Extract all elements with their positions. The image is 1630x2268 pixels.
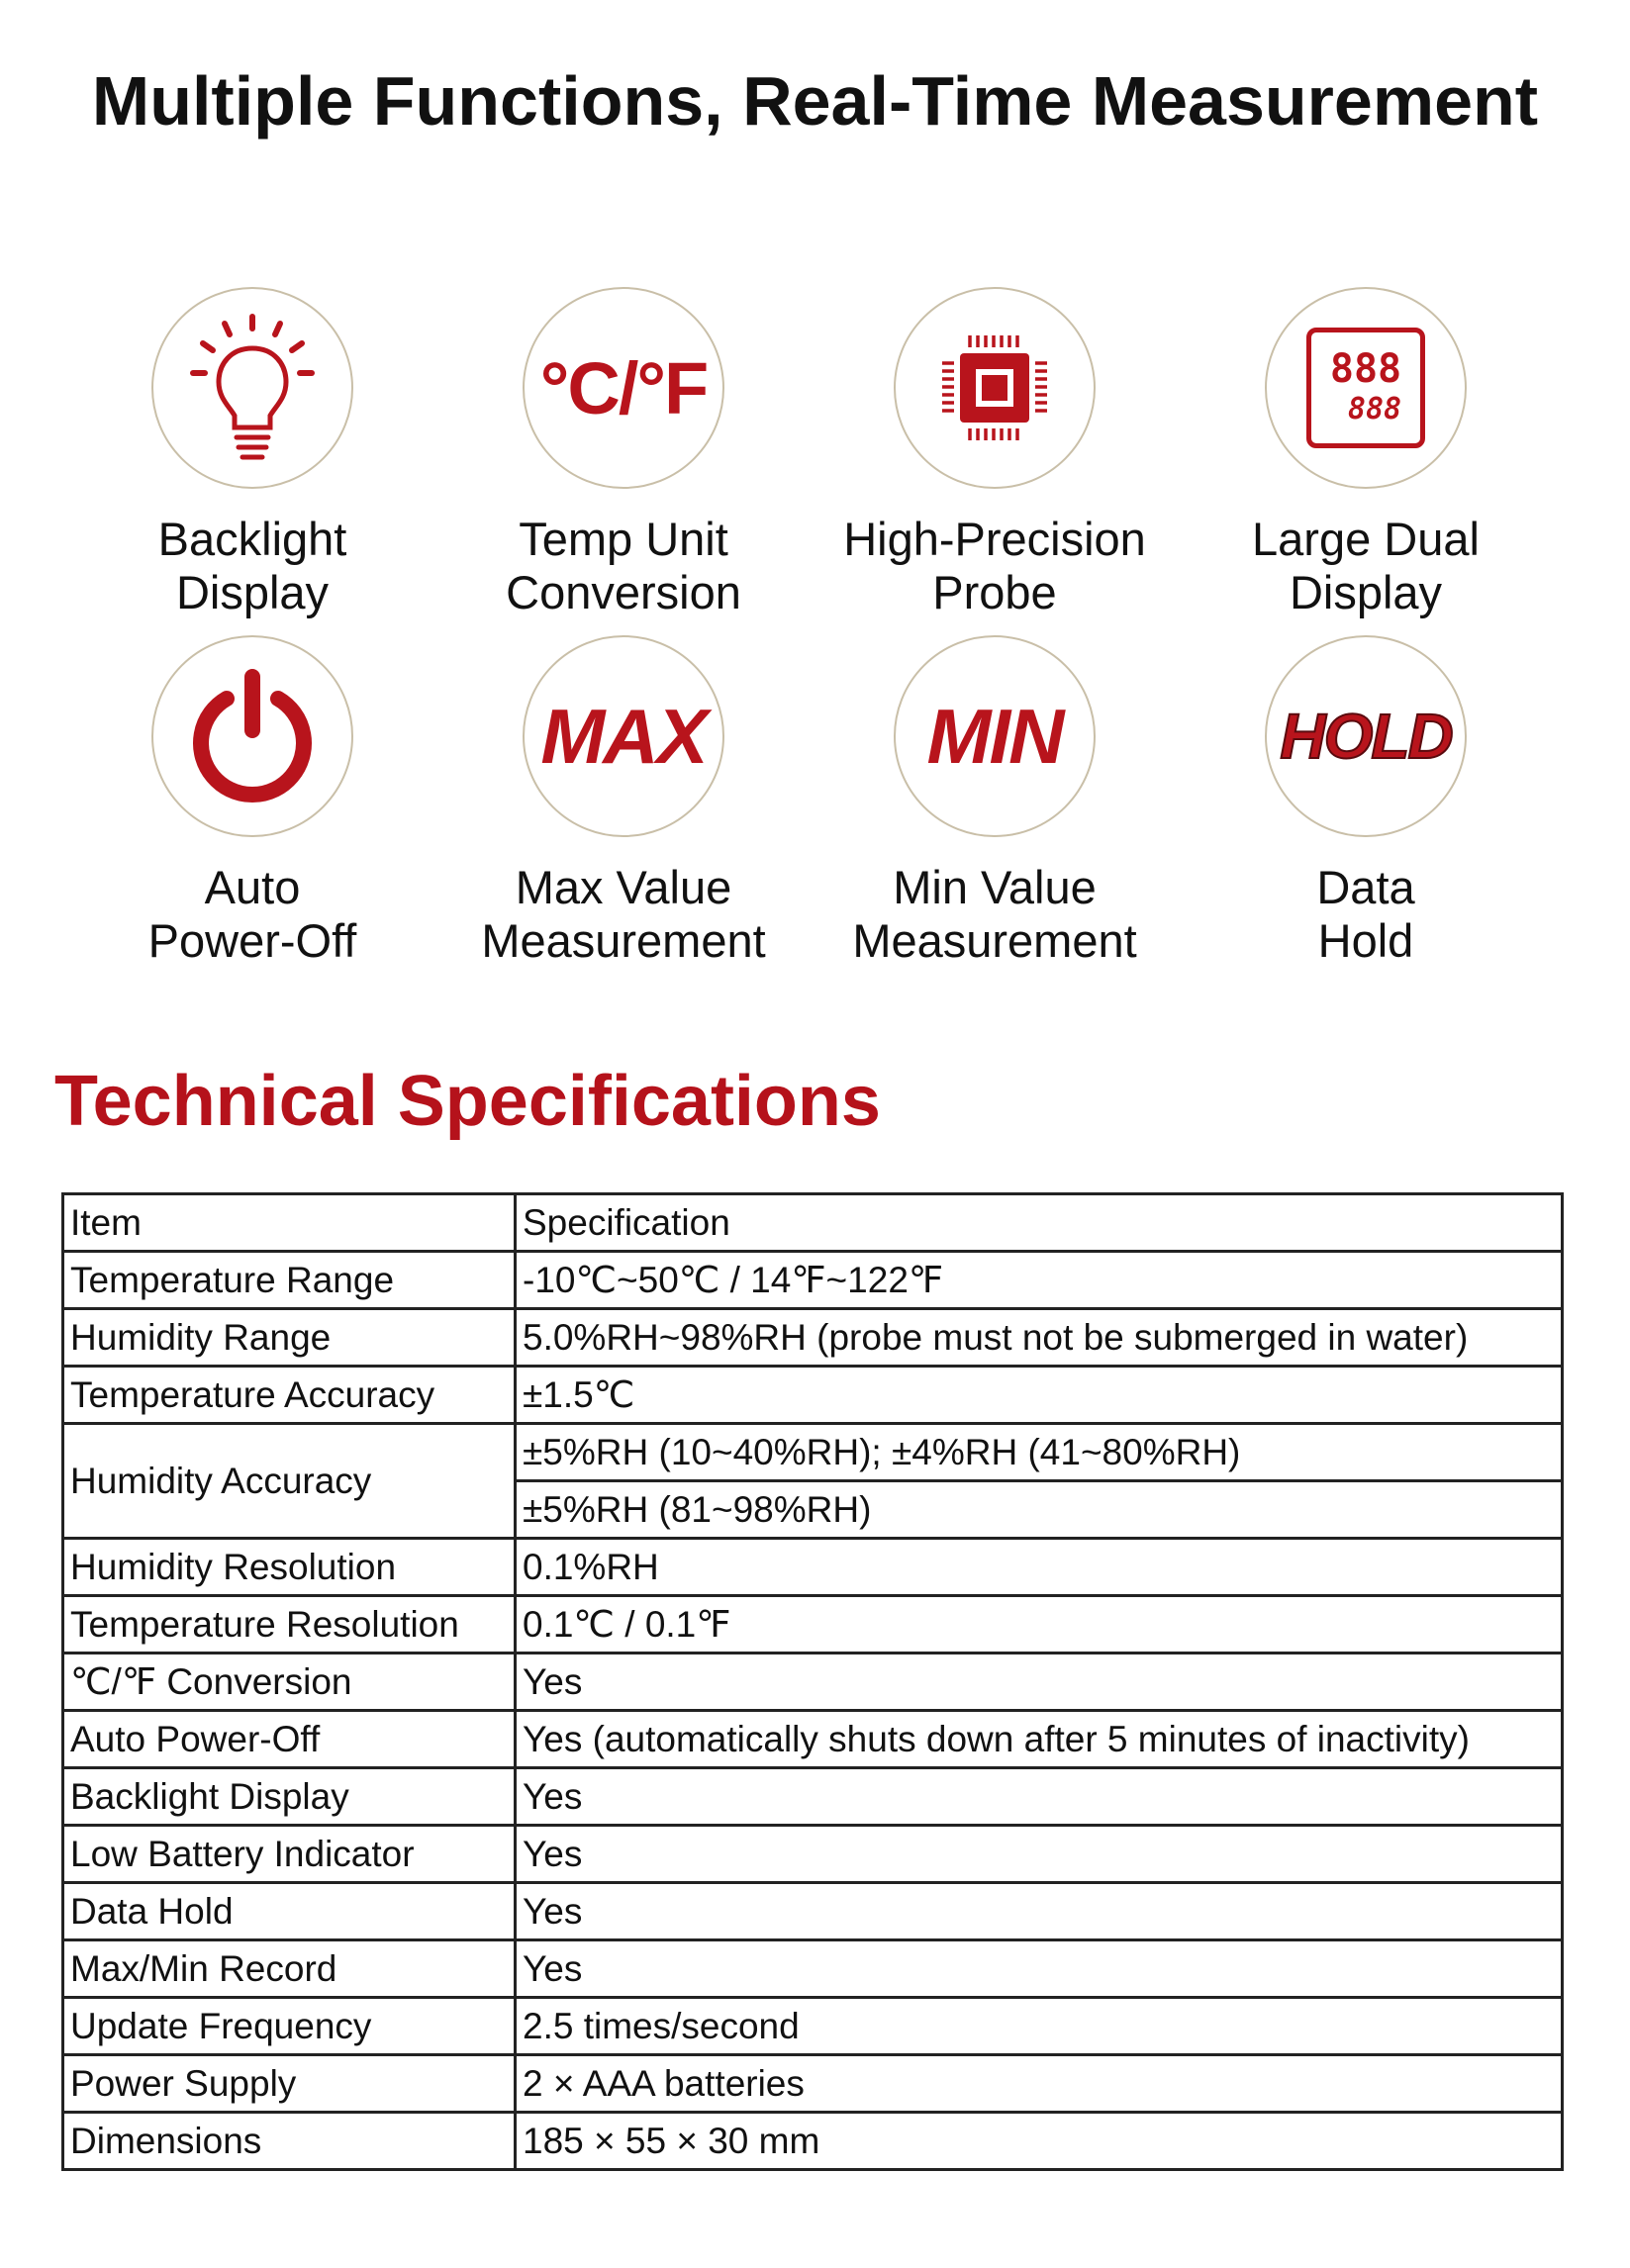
- hold-icon-text: HOLD: [1280, 701, 1452, 772]
- spec-section-title: Technical Specifications: [54, 1062, 881, 1141]
- dual-display-icon: [1265, 287, 1467, 489]
- row-spec: 185 × 55 × 30 mm: [516, 2113, 1563, 2170]
- max-icon: [523, 635, 724, 837]
- table-row: [63, 1711, 1563, 1768]
- row-item: Temperature Range: [63, 1252, 516, 1309]
- chip-icon: [894, 287, 1096, 489]
- row-item: Power Supply: [63, 2055, 516, 2113]
- feature-label-line1: Auto: [204, 861, 301, 913]
- row-item: Data Hold: [63, 1883, 516, 1940]
- row-spec: Yes: [516, 1654, 1563, 1711]
- row-spec: -10℃~50℃ / 14℉~122℉: [516, 1252, 1563, 1309]
- row-item: Low Battery Indicator: [63, 1826, 516, 1883]
- row-spec: Yes (automatically shuts down after 5 minutes of inactivity): [516, 1711, 1563, 1768]
- feature-label-line2: Display: [175, 566, 330, 618]
- feature-label-line1: Temp Unit: [519, 513, 728, 565]
- row-item: Dimensions: [63, 2113, 516, 2170]
- feature-max-value: [445, 635, 802, 968]
- table-row: [63, 1654, 1563, 1711]
- page-title: Multiple Functions, Real-Time Measurement: [91, 62, 1539, 140]
- feature-label-line2: Measurement: [852, 914, 1137, 967]
- row-spec: Yes: [516, 1940, 1563, 1998]
- row-item: Humidity Range: [63, 1309, 516, 1367]
- table-row: [63, 2113, 1563, 2170]
- feature-label-line2: Power-Off: [147, 914, 357, 967]
- table-row: [63, 1539, 1563, 1596]
- features-grid: [0, 287, 1630, 980]
- feature-dual-display: [1188, 287, 1544, 619]
- row-item: Max/Min Record: [63, 1940, 516, 1998]
- row-spec: 2 × AAA batteries: [516, 2055, 1563, 2113]
- feature-label-line1: High-Precision: [843, 513, 1146, 565]
- feature-label-line2: Hold: [1317, 914, 1414, 967]
- row-spec: ±1.5℃: [516, 1367, 1563, 1424]
- temp-unit-icon: [523, 287, 724, 489]
- row-item: Auto Power-Off: [63, 1711, 516, 1768]
- power-icon: [151, 635, 353, 837]
- feature-data-hold: [1188, 635, 1544, 968]
- feature-auto-power-off: [74, 635, 431, 968]
- header-item: Item: [63, 1194, 516, 1252]
- row-item: Humidity Resolution: [63, 1539, 516, 1596]
- min-icon: [894, 635, 1096, 837]
- dual-display-bottom: 888: [1347, 392, 1402, 426]
- table-row: [63, 1309, 1563, 1367]
- table-row: [63, 2055, 1563, 2113]
- row-item: Temperature Accuracy: [63, 1367, 516, 1424]
- table-row: [63, 1998, 1563, 2055]
- row-item: Humidity Accuracy: [63, 1424, 516, 1539]
- table-row: [63, 1596, 1563, 1654]
- feature-label-line1: Large Dual: [1252, 513, 1480, 565]
- row-spec: ±5%RH (81~98%RH): [516, 1481, 1563, 1539]
- row-item: Backlight Display: [63, 1768, 516, 1826]
- row-spec: Yes: [516, 1768, 1563, 1826]
- feature-label-line1: Max Value: [515, 861, 732, 913]
- lightbulb-icon: [151, 287, 353, 489]
- feature-label-line1: Data: [1316, 861, 1415, 913]
- feature-label-line1: Min Value: [893, 861, 1097, 913]
- feature-probe: [816, 287, 1173, 619]
- table-row: [63, 1940, 1563, 1998]
- feature-label-line2: Measurement: [481, 914, 766, 967]
- table-row: [63, 1367, 1563, 1424]
- feature-backlight: [74, 287, 431, 619]
- table-row: [63, 1826, 1563, 1883]
- feature-label-line2: Probe: [932, 566, 1057, 618]
- max-icon-text: MAX: [540, 692, 707, 780]
- temp-unit-icon-text: °C/°F: [539, 346, 708, 429]
- feature-label-line1: Backlight: [157, 513, 347, 565]
- row-item: Update Frequency: [63, 1998, 516, 2055]
- hold-icon: [1265, 635, 1467, 837]
- dual-display-top: 888: [1329, 346, 1402, 392]
- feature-temp-unit: [445, 287, 802, 619]
- row-spec: 0.1%RH: [516, 1539, 1563, 1596]
- row-spec: 5.0%RH~98%RH (probe must not be submerged in water): [516, 1309, 1563, 1367]
- header-spec: Specification: [516, 1194, 1563, 1252]
- feature-min-value: [816, 635, 1173, 968]
- table-row: [63, 1252, 1563, 1309]
- row-item: Temperature Resolution: [63, 1596, 516, 1654]
- row-spec: 0.1℃ / 0.1℉: [516, 1596, 1563, 1654]
- table-header-row: [63, 1194, 1563, 1252]
- feature-label-line2: Display: [1289, 566, 1443, 618]
- table-row: [63, 1424, 1563, 1481]
- row-spec: 2.5 times/second: [516, 1998, 1563, 2055]
- spec-table: [61, 1192, 1564, 2171]
- table-row: [63, 1768, 1563, 1826]
- row-spec: ±5%RH (10~40%RH); ±4%RH (41~80%RH): [516, 1424, 1563, 1481]
- table-row: [63, 1883, 1563, 1940]
- row-spec: Yes: [516, 1826, 1563, 1883]
- row-item: ℃/℉ Conversion: [63, 1654, 516, 1711]
- feature-label-line2: Conversion: [506, 566, 741, 618]
- min-icon-text: MIN: [926, 692, 1063, 780]
- row-spec: Yes: [516, 1883, 1563, 1940]
